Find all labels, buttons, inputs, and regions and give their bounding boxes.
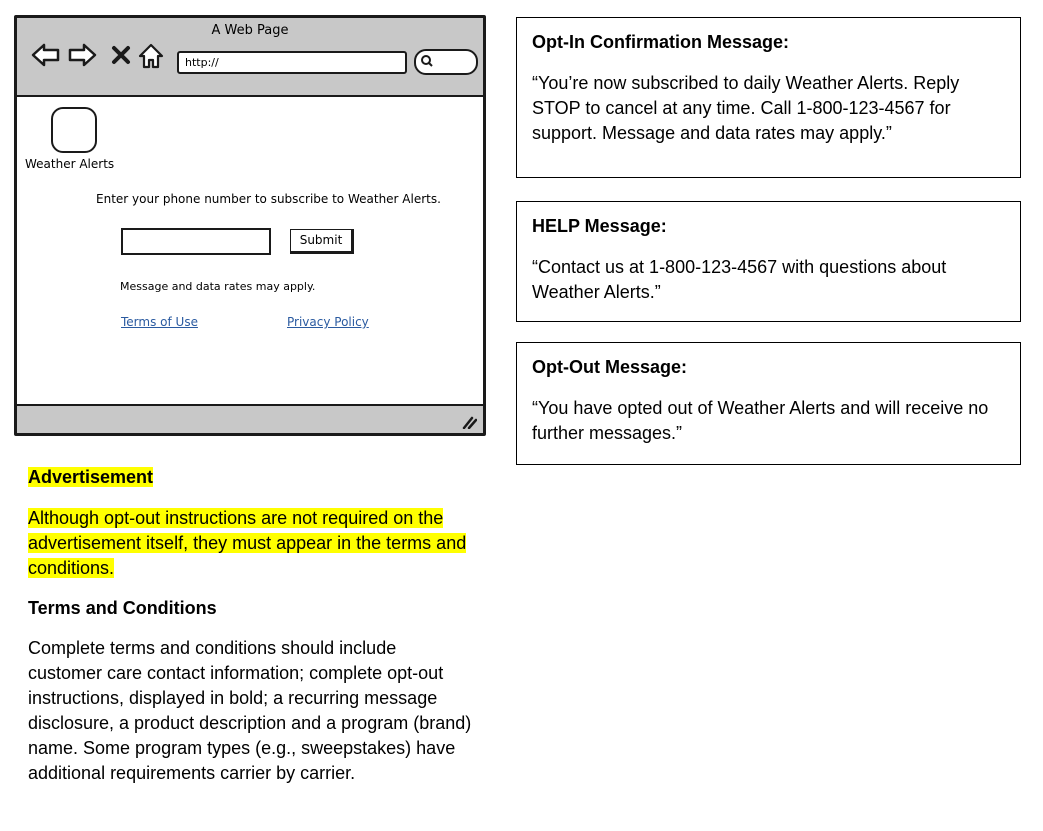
window-title: A Web Page (211, 23, 289, 38)
advertisement-heading (28, 465, 153, 489)
privacy-policy-link[interactable]: Privacy Policy (287, 315, 369, 329)
home-icon[interactable] (138, 43, 164, 69)
advertisement-body (28, 506, 468, 581)
advertisement-heading-text: Advertisement (28, 467, 154, 487)
search-field[interactable] (414, 49, 478, 75)
advertisement-body-text: Although opt-out instructions are not required on the advertisement itself, they must appear in the terms and conditions. (28, 508, 467, 578)
opt-in-text: “You’re now subscribed to daily Weather Alerts. Reply STOP to cancel at any time. Call 1-800-123-4567 for support. Message and data rates may apply.” (532, 73, 960, 143)
phone-number-input[interactable] (121, 228, 271, 255)
terms-body: Complete terms and conditions should include customer care contact information; complete opt-out instructions, displayed in bold; a recurring message disclosure, a product description and a program (brand) name. Some program types (e.g., sweepstakes) have additional requirements carrier by carrier. (28, 638, 472, 783)
search-icon (420, 54, 434, 68)
opt-in-title: Opt-In Confirmation Message: (532, 32, 790, 52)
browser-statusbar (17, 404, 483, 433)
forward-arrow-icon[interactable] (67, 43, 97, 67)
logo-placeholder (51, 107, 97, 153)
resize-grip-icon[interactable] (461, 415, 477, 429)
opt-out-title: Opt-Out Message: (532, 357, 688, 377)
rates-note: Message and data rates may apply. (120, 280, 316, 293)
opt-out-message-box (516, 342, 1021, 465)
back-arrow-icon[interactable] (31, 43, 61, 67)
help-text: “Contact us at 1-800-123-4567 with questions about Weather Alerts.” (532, 257, 947, 302)
browser-mockup (14, 15, 486, 436)
browser-toolbar (17, 18, 483, 97)
opt-out-text: “You have opted out of Weather Alerts and will receive no further messages.” (532, 398, 989, 443)
submit-button[interactable]: Submit (290, 229, 354, 254)
url-field[interactable]: http:// (177, 51, 407, 74)
opt-in-message-box (516, 17, 1021, 178)
close-icon[interactable] (111, 45, 131, 65)
subscribe-instructions: Enter your phone number to subscribe to Weather Alerts. (96, 192, 441, 206)
help-title: HELP Message: (532, 216, 667, 236)
brand-name: Weather Alerts (25, 157, 115, 171)
terms-heading: Terms and Conditions (28, 598, 217, 618)
terms-of-use-link[interactable]: Terms of Use (121, 315, 198, 329)
help-message-box (516, 201, 1021, 322)
